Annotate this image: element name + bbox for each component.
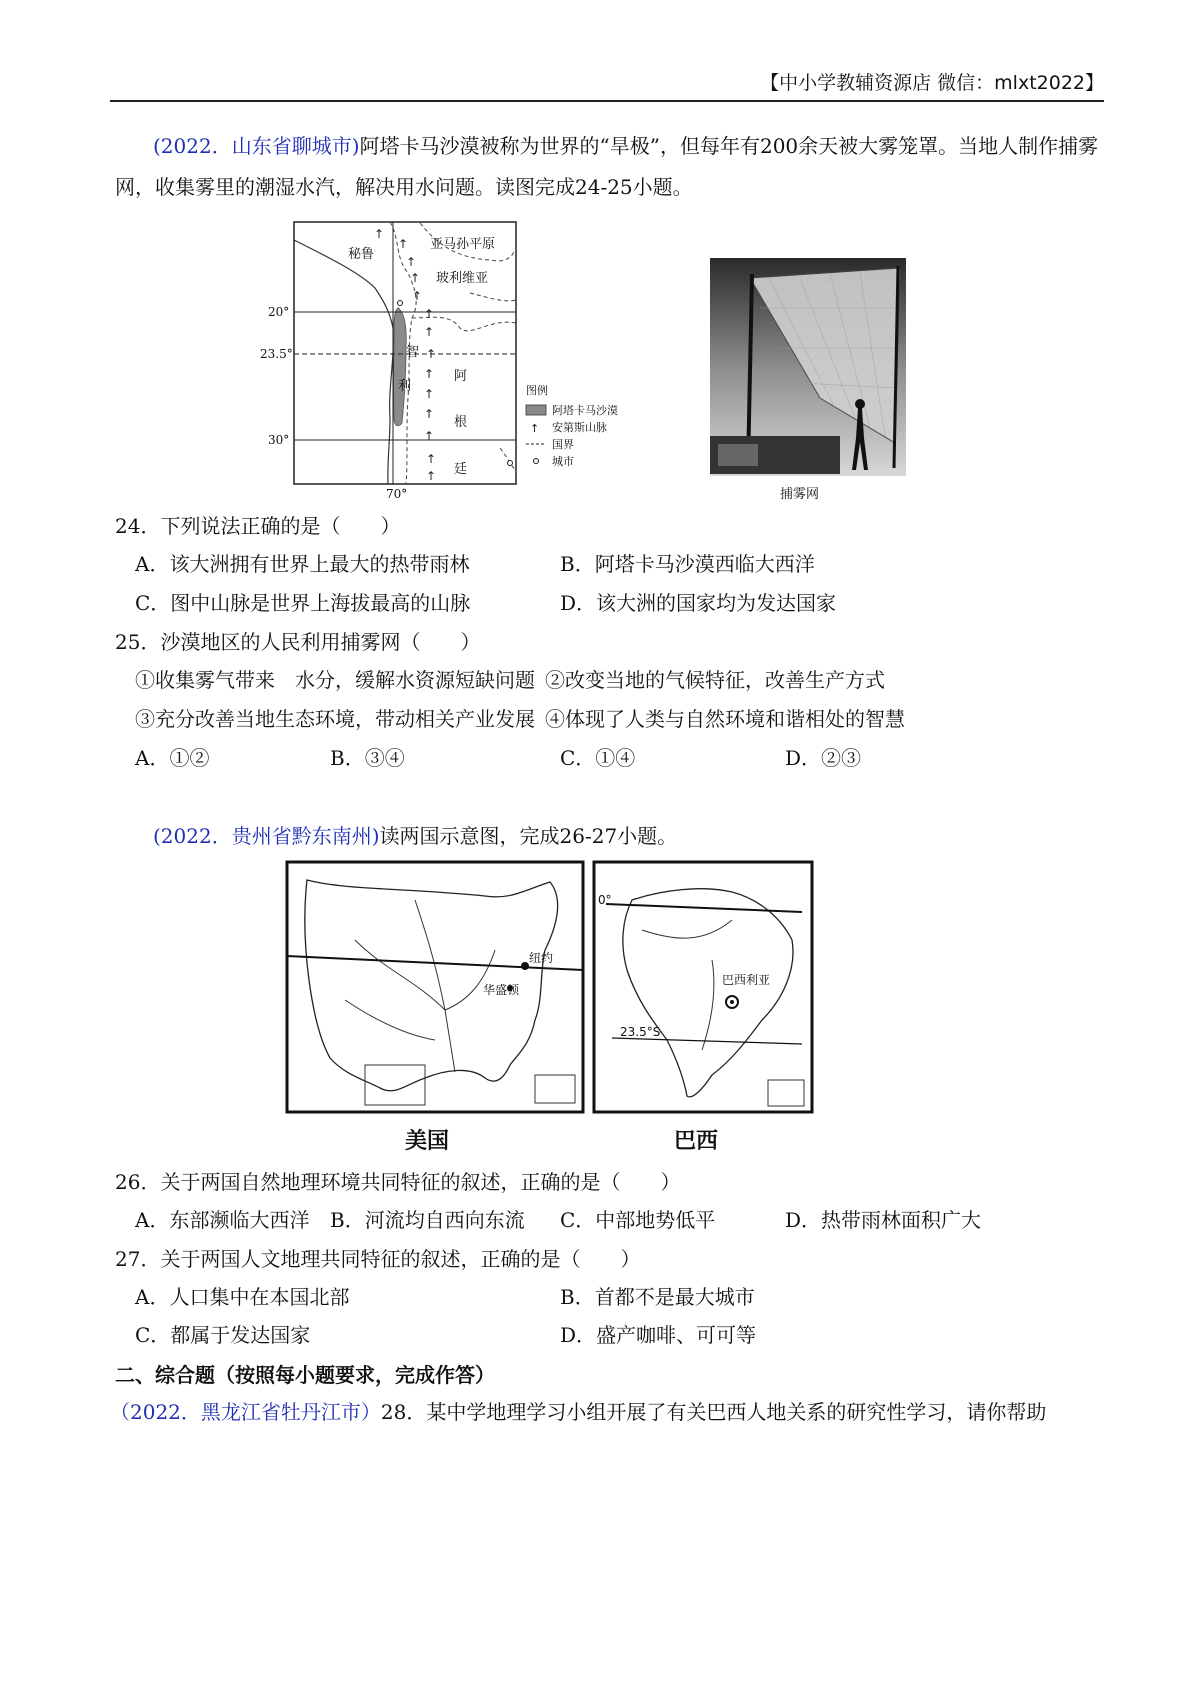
- brazil-map-caption: 巴西: [674, 1128, 719, 1154]
- q26-stem: 26．关于两国自然地理环境共同特征的叙述，正确的是（ ）: [115, 1170, 681, 1194]
- label-amazon: 亚马孙平原: [430, 237, 496, 252]
- label-argentina-2: 根: [454, 415, 468, 430]
- q27-option-a: A．人口集中在本国北部: [135, 1285, 350, 1309]
- q25-statement-2: ②改变当地的气候特征，改善生产方式: [545, 668, 885, 692]
- q24-option-c: C．图中山脉是世界上海拔最高的山脉: [135, 591, 471, 615]
- q25-option-a: A．①②: [135, 746, 210, 770]
- label-washington: 华盛顿: [483, 983, 520, 997]
- svg-text:↑: ↑: [374, 227, 385, 241]
- svg-text:↑: ↑: [426, 469, 437, 483]
- label-argentina-3: 廷: [454, 462, 468, 477]
- block2-intro: [115, 816, 1100, 857]
- block1-source: (2022．山东省聊城市): [153, 134, 360, 158]
- label-lat-20: 20°: [268, 305, 290, 319]
- usa-map: [285, 860, 585, 1156]
- label-chile-2: 利: [398, 379, 412, 394]
- section2-title: 二、综合题（按照每小题要求，完成作答）: [115, 1363, 495, 1387]
- svg-text:↑: ↑: [424, 429, 435, 443]
- block1-intro-text: 阿塔卡马沙漠被称为世界的“旱极”，但每年有200余天被大雾笼罩。当地人制作捕雾网，收集雾里的潮湿水汽，解决用水问题。读图完成24-25小题。: [115, 134, 1099, 199]
- label-brazil-lat-0: 0°: [598, 893, 612, 907]
- q26-option-d: D．热带雨林面积广大: [785, 1208, 982, 1232]
- svg-text:↑: ↑: [410, 271, 421, 285]
- svg-text:↑: ↑: [398, 237, 409, 251]
- legend-title: 图例: [526, 384, 548, 397]
- q26-option-b: B．河流均自西向东流: [330, 1208, 525, 1232]
- q27-option-d: D．盛产咖啡、可可等: [560, 1323, 757, 1347]
- fog-net-caption: 捕雾网: [780, 487, 820, 502]
- svg-text:↑: ↑: [412, 289, 423, 303]
- label-lat-30: 30°: [268, 433, 290, 447]
- svg-text:↑: ↑: [424, 387, 435, 401]
- svg-text:↑: ↑: [424, 407, 435, 421]
- q25-statement-4: ④体现了人类与自然环境和谐相处的智慧: [545, 707, 905, 731]
- label-lat-23-5: 23.5°: [260, 347, 293, 361]
- block2-intro-text: 读两国示意图，完成26-27小题。: [379, 824, 678, 848]
- brazil-map: [592, 860, 816, 1156]
- label-lon-70: 70°: [386, 487, 408, 501]
- block2-source: (2022．贵州省黔东南州): [153, 824, 380, 848]
- svg-text:↑: ↑: [424, 325, 435, 339]
- q25-option-b: B．③④: [330, 746, 405, 770]
- legend-desert: 阿塔卡马沙漠: [552, 404, 618, 417]
- legend-city: 城市: [552, 455, 574, 468]
- svg-text:↑: ↑: [406, 255, 417, 269]
- q26-option-a: A．东部濒临大西洋: [135, 1208, 310, 1232]
- q24-option-b: B．阿塔卡马沙漠西临大西洋: [560, 552, 815, 576]
- q27-option-c: C．都属于发达国家: [135, 1323, 311, 1347]
- svg-text:↑: ↑: [426, 452, 437, 466]
- label-peru: 秘鲁: [348, 247, 375, 262]
- q25-statement-3: ③充分改善当地生态环境，带动相关产业发展: [135, 707, 535, 731]
- header-text: 【中小学教辅资源店 微信：mlxt2022】: [760, 72, 1104, 94]
- label-argentina-1: 阿: [454, 369, 468, 384]
- svg-text:↑: ↑: [424, 307, 435, 321]
- q24-option-d: D．该大洲的国家均为发达国家: [560, 591, 837, 615]
- legend-andes: 安第斯山脉: [552, 421, 607, 434]
- q25-statement-1: ①收集雾气带来 水分，缓解水资源短缺问题: [135, 668, 535, 692]
- q28-text: 28．某中学地理学习小组开展了有关巴西人地关系的研究性学习，请你帮助: [380, 1400, 1047, 1424]
- usa-map-caption: 美国: [405, 1128, 450, 1154]
- legend-andes-icon: ↑: [530, 422, 540, 435]
- q28-line: [110, 1398, 1046, 1426]
- fog-net-photo: [710, 258, 906, 506]
- svg-text:↑: ↑: [426, 347, 437, 361]
- south-america-map: [260, 218, 650, 501]
- label-brazil-lat-23-5: 23.5°S: [620, 1025, 661, 1039]
- q24-option-a: A．该大洲拥有世界上最大的热带雨林: [135, 552, 470, 576]
- block1-intro: [115, 126, 1100, 208]
- q26-option-c: C．中部地势低平: [560, 1208, 716, 1232]
- svg-text:↑: ↑: [424, 367, 435, 381]
- header-rule: [110, 100, 1104, 102]
- q25-option-c: C．①④: [560, 746, 636, 770]
- q24-stem: 24．下列说法正确的是（ ）: [115, 514, 401, 538]
- q27-stem: 27．关于两国人文地理共同特征的叙述，正确的是（ ）: [115, 1247, 641, 1271]
- q25-stem: 25．沙漠地区的人民利用捕雾网（ ）: [115, 630, 481, 654]
- q27-option-b: B．首都不是最大城市: [560, 1285, 755, 1309]
- q25-option-d: D．②③: [785, 746, 862, 770]
- label-brasilia: 巴西利亚: [722, 973, 771, 987]
- label-chile-1: 智: [406, 345, 420, 360]
- q28-source: （2022．黑龙江省牡丹江市）: [110, 1400, 381, 1424]
- legend-border: 国界: [552, 438, 574, 451]
- map-legend: [526, 383, 618, 468]
- label-bolivia: 玻利维亚: [436, 271, 489, 286]
- label-new-york: 纽约: [529, 951, 554, 965]
